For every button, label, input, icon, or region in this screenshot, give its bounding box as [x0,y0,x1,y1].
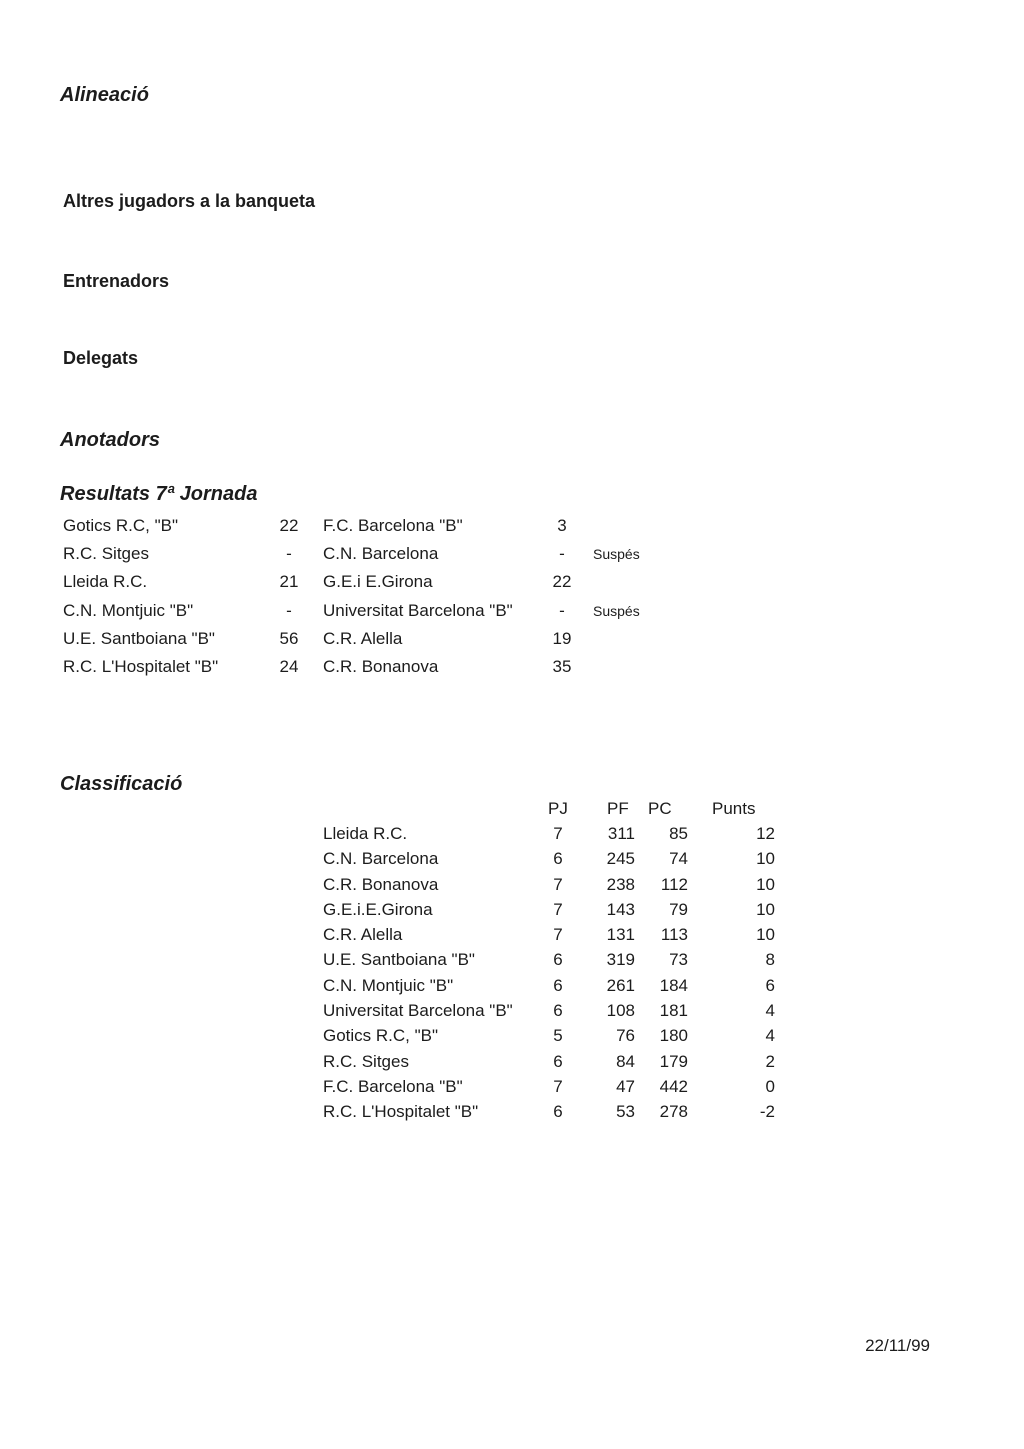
pj-value: 7 [553,925,563,945]
pf-value: 143 [606,899,635,919]
pj-value: 7 [553,1076,563,1096]
home-score: - [286,544,292,564]
pf-value: 84 [616,1051,635,1071]
table-row [323,922,793,947]
home-score: - [286,600,292,620]
pc-value: 442 [659,1076,688,1096]
home-score: 24 [279,656,299,676]
result-row [63,540,723,568]
heading-altres-jugadors: Altres jugadors a la banqueta [63,191,316,211]
away-team: F.C. Barcelona "B" [323,516,463,535]
team-name: C.N. Barcelona [323,849,439,869]
table-row [323,947,793,972]
column-header-pc: PC [648,799,672,818]
heading-alineacio: Alineació [60,84,149,106]
home-team: C.N. Montjuic "B" [63,600,194,620]
result-row [63,597,723,625]
pf-value: 53 [616,1102,635,1122]
pc-value: 278 [659,1102,688,1122]
pc-value: 74 [669,849,688,869]
pj-value: 6 [553,950,563,970]
pj-value: 6 [553,849,563,869]
away-team: C.N. Barcelona [323,544,439,564]
team-name: Universitat Barcelona "B" [323,1001,513,1021]
pc-value: 112 [660,874,688,894]
punts-value: 10 [756,899,775,919]
punts-value: 10 [756,849,775,869]
pc-value: 179 [659,1051,688,1071]
punts-value: 8 [765,950,775,970]
table-row [323,821,793,846]
classification-header-row [323,796,793,821]
team-name: R.C. Sitges [323,1051,409,1071]
home-team: U.E. Santboiana "B" [63,628,215,648]
team-name: F.C. Barcelona "B" [323,1076,463,1096]
pj-value: 7 [553,824,563,843]
table-row [323,1049,793,1074]
team-name: Gotics R.C, "B" [323,1026,439,1046]
column-header-pf: PF [607,799,629,818]
team-name: C.R. Alella [323,925,403,945]
match-note: Suspés [593,546,640,563]
table-row [323,973,793,998]
pc-value: 85 [669,824,688,843]
heading-resultats: Resultats 7ª Jornada [60,483,258,505]
pf-value: 108 [606,1001,635,1021]
pj-value: 7 [553,899,563,919]
team-name: Lleida R.C. [323,824,408,843]
punts-value: 2 [765,1051,775,1071]
team-name: C.N. Montjuic "B" [323,975,454,995]
heading-delegats: Delegats [63,348,139,368]
away-score: - [559,600,565,620]
table-row [323,1074,793,1099]
table-row [323,872,793,897]
match-note: Suspés [593,602,640,619]
pj-value: 7 [553,874,563,894]
result-row [63,653,723,681]
heading-classificacio: Classificació [60,773,183,795]
result-row [63,625,723,653]
away-score: - [559,544,565,564]
table-row [323,1023,793,1048]
pc-value: 113 [660,925,688,945]
punts-value: 0 [765,1076,775,1096]
team-name: U.E. Santboiana "B" [323,950,475,970]
team-name: R.C. L'Hospitalet "B" [323,1102,479,1122]
pf-value: 319 [606,950,635,970]
away-score: 19 [552,628,572,648]
home-team: R.C. L'Hospitalet "B" [63,656,219,676]
pc-value: 184 [659,975,688,995]
punts-value: -2 [759,1102,775,1122]
pf-value: 47 [616,1076,635,1096]
pf-value: 76 [616,1026,635,1046]
punts-value: 10 [756,925,775,945]
heading-anotadors: Anotadors [60,429,160,451]
document-date: 22/11/99 [865,1336,930,1355]
pj-value: 6 [553,1001,563,1021]
punts-value: 4 [765,1001,775,1021]
column-header-pj: PJ [548,799,568,818]
home-team: R.C. Sitges [63,544,149,564]
result-row [63,568,723,596]
heading-entrenadors: Entrenadors [63,271,170,291]
pj-value: 5 [553,1026,563,1046]
pj-value: 6 [553,1102,563,1122]
away-team: Universitat Barcelona "B" [323,600,513,620]
pf-value: 311 [607,824,635,843]
pj-value: 6 [553,975,563,995]
away-team: G.E.i E.Girona [323,572,433,592]
team-name: G.E.i.E.Girona [323,899,433,919]
pf-value: 245 [606,849,635,869]
pf-value: 238 [606,874,635,894]
away-team: C.R. Alella [323,628,403,648]
home-team: Gotics R.C, "B" [63,516,179,535]
table-row [323,846,793,871]
home-score: 21 [279,572,299,592]
team-name: C.R. Bonanova [323,874,439,894]
result-row [63,512,723,540]
home-score: 56 [279,628,299,648]
table-row [323,1099,793,1124]
pf-value: 131 [606,925,635,945]
pf-value: 261 [606,975,635,995]
away-score: 22 [552,572,572,592]
table-row [323,897,793,922]
pj-value: 6 [553,1051,563,1071]
punts-value: 4 [765,1026,775,1046]
classification-table [323,821,793,1125]
pc-value: 180 [659,1026,688,1046]
pc-value: 181 [659,1001,688,1021]
away-team: C.R. Bonanova [323,656,439,676]
punts-value: 6 [765,975,775,995]
pc-value: 79 [669,899,688,919]
home-score: 22 [279,516,299,535]
away-score: 35 [552,656,572,676]
column-header-punts: Punts [712,799,756,818]
home-team: Lleida R.C. [63,572,148,592]
results-list [63,512,723,681]
table-row [323,998,793,1023]
away-score: 3 [557,516,567,535]
punts-value: 10 [756,874,775,894]
punts-value: 12 [756,824,775,843]
pc-value: 73 [669,950,688,970]
